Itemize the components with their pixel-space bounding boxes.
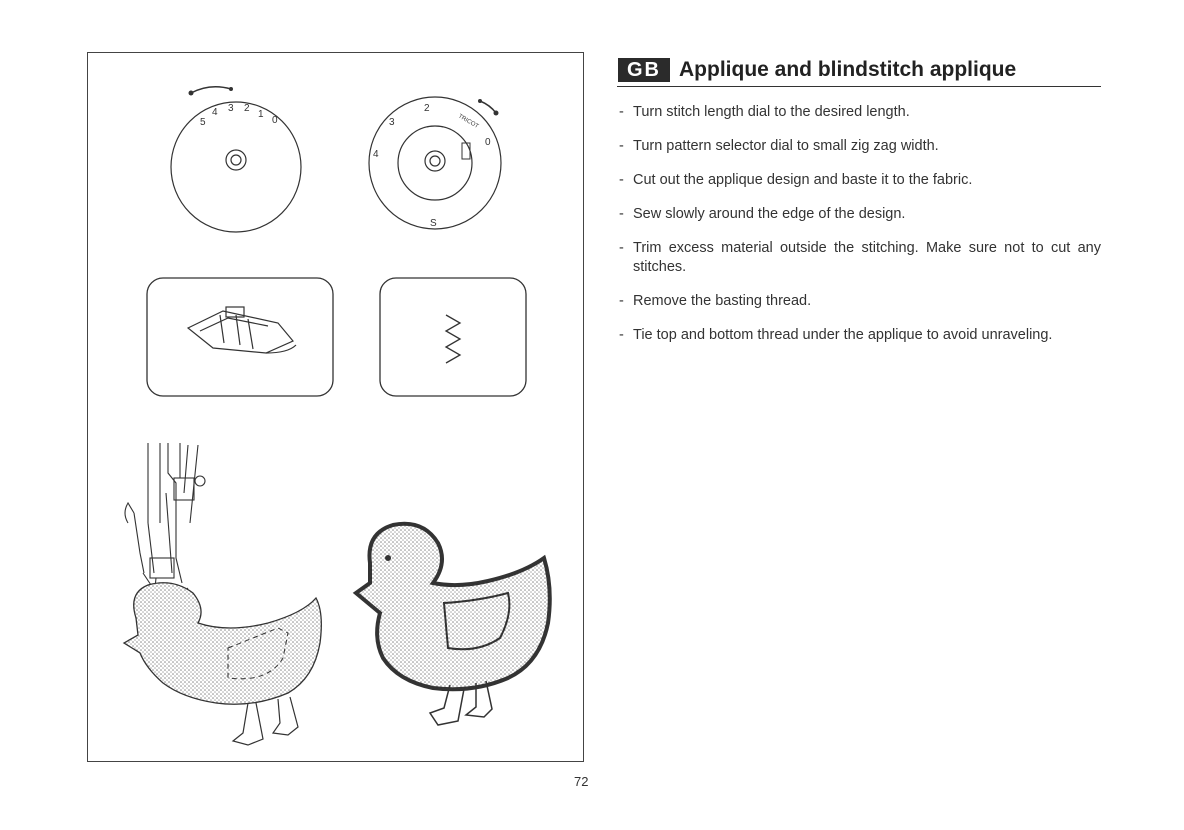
stitch-length-label-5: 5	[200, 117, 206, 128]
pattern-label-4: 4	[373, 149, 379, 160]
instruction-item: - Sew slowly around the edge of the design.	[619, 205, 1101, 224]
illustration-svg	[88, 53, 585, 763]
instruction-item: - Turn pattern selector dial to small zig zag width.	[619, 137, 1101, 156]
page-number: 72	[574, 774, 589, 789]
pattern-label-s: S	[430, 218, 437, 229]
stitch-length-label-0: 0	[272, 115, 278, 126]
duck-basted-applique-icon	[124, 583, 321, 745]
pattern-selector-dial	[369, 97, 501, 229]
instruction-item: - Remove the basting thread.	[619, 292, 1101, 311]
instruction-item: - Cut out the applique design and baste it to the fabric.	[619, 171, 1101, 190]
pattern-label-3: 3	[389, 117, 395, 128]
stitch-pattern-panel	[380, 278, 526, 396]
pattern-label-tricot: TRICOT	[457, 113, 480, 130]
page-title: Applique and blindstitch applique	[679, 58, 1017, 81]
instruction-item: - Trim excess material outside the stitching. Make sure not to cut any stitches.	[619, 239, 1101, 277]
section-heading	[617, 56, 1101, 87]
stitch-length-label-2: 2	[244, 103, 250, 114]
duck-finished-applique-icon	[356, 524, 550, 725]
stitch-length-label-4: 4	[212, 107, 218, 118]
stitch-length-dial	[171, 87, 301, 232]
instruction-list	[619, 103, 1101, 360]
zigzag-foot-icon	[188, 307, 296, 353]
stitch-length-label-1: 1	[258, 109, 264, 120]
zigzag-stitch-icon	[446, 315, 460, 363]
presser-foot-panel	[147, 278, 333, 396]
instruction-item: - Tie top and bottom thread under the applique to avoid unraveling.	[619, 326, 1101, 345]
illustration-panel	[87, 52, 584, 762]
language-badge: GB	[618, 58, 670, 82]
pattern-label-2: 2	[424, 103, 430, 114]
stitch-length-label-3: 3	[228, 103, 234, 114]
instruction-item: - Turn stitch length dial to the desired length.	[619, 103, 1101, 122]
pattern-label-0: 0	[485, 137, 491, 148]
